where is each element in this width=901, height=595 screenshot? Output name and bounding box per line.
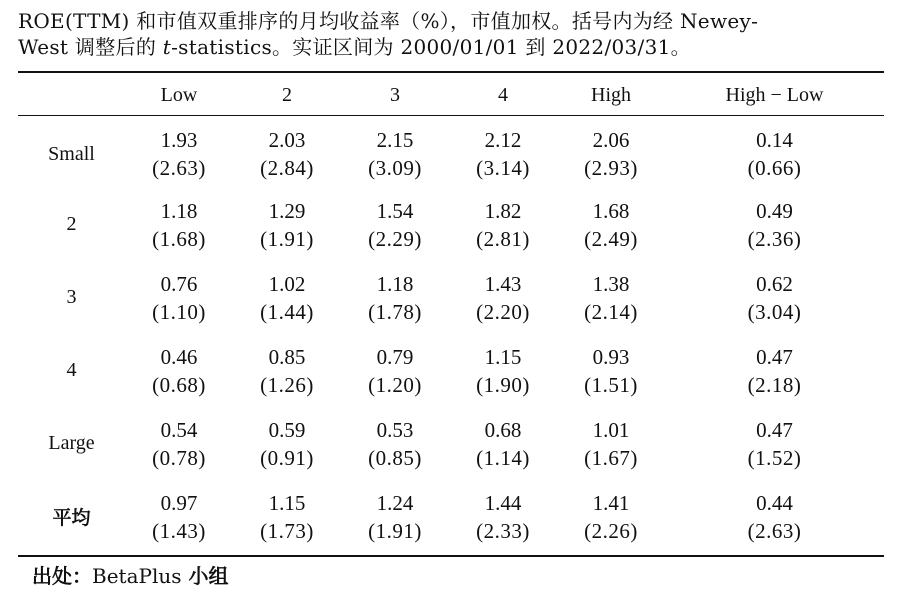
cell-value: 1.15 [268,490,306,515]
row-label: 平均 [52,507,91,529]
cell-tstat: (0.68) [152,372,206,397]
cell-value: 1.38 [592,271,630,296]
row-label: 2 [66,213,77,235]
table-cell [665,261,884,334]
cell-tstat: (1.52) [747,445,802,470]
table-row [18,407,884,480]
table-cell [233,334,341,407]
table-cell [125,480,233,553]
cell-value: 0.93 [592,344,630,369]
table-cell [665,334,884,407]
table-cell [341,407,449,480]
cell-value: 1.68 [592,198,630,223]
table-cell [665,188,884,261]
table-caption [18,8,884,60]
table-cell [341,334,449,407]
cell-value: 1.18 [376,271,414,296]
cell-value: 0.85 [268,344,306,369]
table-cell [233,115,341,188]
cell-tstat: (1.20) [368,372,422,397]
row-label: 3 [66,286,77,308]
cell-tstat: (2.14) [584,299,638,324]
cell-tstat: (2.29) [368,226,422,251]
table-cell [449,115,557,188]
cell-value: 1.41 [592,490,630,515]
table-cell [233,407,341,480]
caption-line-2 [18,34,884,60]
source-prefix: 出处： [32,564,92,588]
cell-tstat: (0.85) [368,445,422,470]
cell-tstat: (1.68) [152,226,206,251]
cell-value: 2.15 [376,128,414,152]
table-row [18,261,884,334]
top-rule [18,71,884,73]
table-row [18,188,884,261]
cell-tstat: (0.91) [260,445,314,470]
cell-value: 1.82 [484,198,522,223]
cell-tstat: (1.90) [476,372,530,397]
table-cell [557,261,665,334]
cell-value: 1.02 [268,271,306,296]
table-cell [449,407,557,480]
table-cell [341,261,449,334]
cell-tstat: (1.91) [368,518,422,543]
table-cell [449,334,557,407]
table-cell [665,115,884,188]
cell-value: 1.44 [484,490,522,515]
cell-value: 0.59 [268,417,306,442]
cell-tstat: (0.66) [747,156,802,180]
cell-value: 0.14 [756,128,793,152]
cell-value: 0.47 [756,344,793,369]
table-cell [557,480,665,553]
cell-value: 0.47 [756,417,793,442]
cell-tstat: (2.63) [152,156,206,180]
cell-tstat: (1.10) [152,299,206,324]
cell-tstat: (3.09) [368,156,422,180]
table-cell [233,261,341,334]
table-header-row [18,75,884,115]
column-header: 2 [282,83,292,106]
cell-value: 0.54 [160,417,198,442]
cell-tstat: (1.51) [584,372,638,397]
table-row [18,115,884,188]
cell-tstat: (1.78) [368,299,422,324]
row-label: Large [48,432,95,454]
cell-value: 0.46 [160,344,198,369]
cell-tstat: (2.84) [260,156,314,180]
table-cell [341,115,449,188]
cell-tstat: (2.49) [584,226,638,251]
table-cell [341,188,449,261]
source-name: BetaPlus [92,564,182,588]
returns-table [18,75,884,553]
cell-value: 0.44 [756,490,793,515]
cell-tstat: (2.33) [476,518,530,543]
row-label: Small [48,142,95,165]
table-cell [125,115,233,188]
cell-value: 1.43 [484,271,522,296]
table-cell [557,334,665,407]
table-cell [449,188,557,261]
table-cell [449,261,557,334]
table-cell [125,261,233,334]
caption-line-2-suffix: -statistics。实证区间为 2000/01/01 到 2022/03/31。 [171,35,691,59]
table-row [18,480,884,553]
table-cell [341,480,449,553]
table-cell [557,115,665,188]
table-cell [665,480,884,553]
cell-value: 1.29 [268,198,306,223]
table-cell [125,334,233,407]
table-cell [125,188,233,261]
cell-tstat: (2.63) [747,518,802,543]
cell-tstat: (1.26) [260,372,314,397]
table-cell [665,407,884,480]
caption-t-symbol: t [162,35,172,59]
column-header: High [591,83,631,106]
cell-value: 0.68 [484,417,522,442]
cell-tstat: (1.67) [584,445,638,470]
row-label: 4 [66,359,77,381]
cell-tstat: (2.18) [747,372,802,397]
cell-tstat: (1.44) [260,299,314,324]
cell-tstat: (2.36) [747,226,802,251]
cell-value: 0.76 [160,271,198,296]
table-cell [557,407,665,480]
cell-tstat: (1.91) [260,226,314,251]
table-cell [125,407,233,480]
column-header: Low [160,83,198,106]
cell-value: 0.79 [376,344,414,369]
source-suffix: 小组 [181,564,229,588]
cell-tstat: (3.14) [476,156,530,180]
cell-tstat: (2.81) [476,226,530,251]
table-cell [233,188,341,261]
cell-tstat: (1.43) [152,518,206,543]
cell-value: 2.06 [592,128,630,152]
cell-value: 1.01 [592,417,630,442]
cell-tstat: (1.14) [476,445,530,470]
table-cell [233,480,341,553]
cell-value: 0.97 [160,490,198,515]
caption-line-2-prefix: West 调整后的 [18,35,163,59]
cell-value: 1.24 [376,490,414,515]
cell-value: 1.15 [484,344,522,369]
cell-tstat: (1.73) [260,518,314,543]
cell-tstat: (2.93) [584,156,638,180]
cell-tstat: (2.26) [584,518,638,543]
column-header [18,75,125,115]
column-header: 4 [498,83,508,106]
table-row [18,334,884,407]
cell-tstat: (2.20) [476,299,530,324]
cell-value: 2.12 [484,128,522,152]
cell-value: 0.53 [376,417,414,442]
cell-tstat: (0.78) [152,445,206,470]
column-header: 3 [390,83,400,106]
cell-value: 1.18 [160,198,198,223]
caption-line-1: ROE(TTM) 和市值双重排序的月均收益率（%），市值加权。括号内为经 Newey- [18,9,759,33]
column-header: High − Low [725,83,824,106]
cell-value: 0.62 [756,271,793,296]
table-cell [557,188,665,261]
bottom-rule [18,555,884,557]
cell-value: 0.49 [756,198,793,223]
cell-value: 2.03 [268,128,306,152]
source-note [32,563,228,589]
cell-value: 1.93 [160,128,198,152]
cell-tstat: (3.04) [747,299,802,324]
cell-value: 1.54 [376,198,414,223]
table-cell [449,480,557,553]
